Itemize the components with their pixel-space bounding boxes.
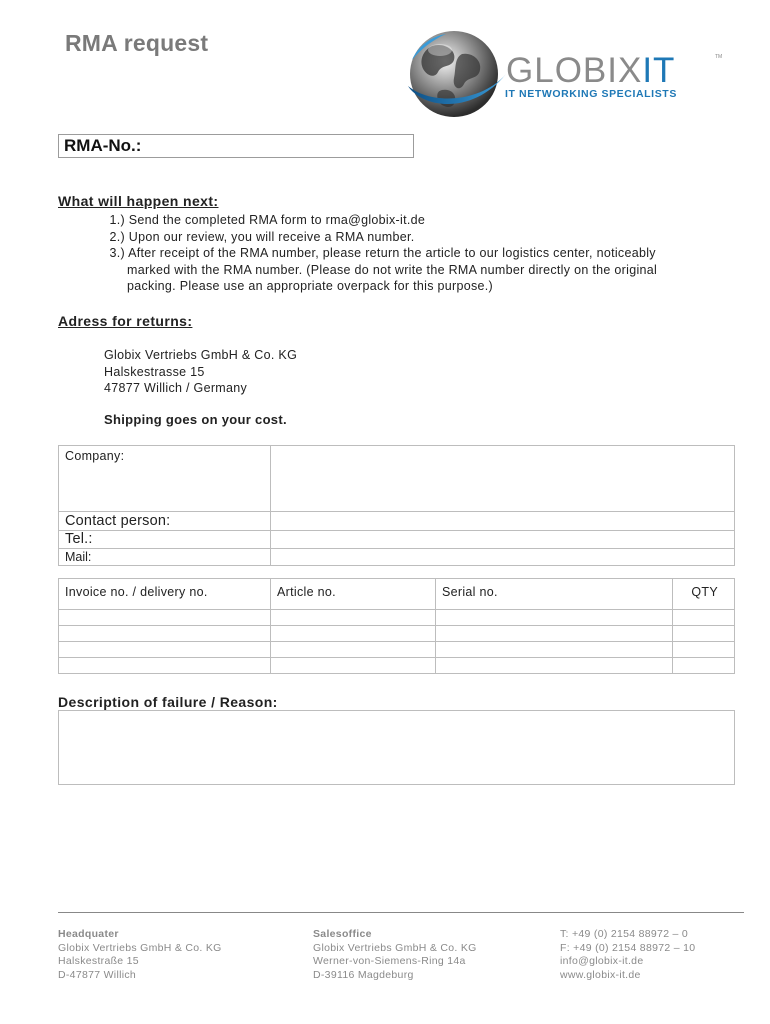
list-item: 2.) Upon our review, you will receive a RMA number. (109, 229, 415, 244)
footer-hq-line: D-47877 Willich (58, 968, 137, 981)
trademark-mark: TM (715, 54, 723, 60)
brand-tagline: IT NETWORKING SPECIALISTS (505, 88, 677, 100)
company-label: Company: (65, 449, 125, 463)
tel-label-cell (59, 531, 271, 549)
header-article: Article no. (277, 585, 336, 599)
footer-sales-heading: Salesoffice (313, 928, 372, 940)
returns-heading: Adress for returns: (58, 313, 193, 329)
contact-person-input[interactable] (271, 512, 735, 531)
footer-hq-heading: Headquater (58, 928, 119, 940)
mail-label: Mail: (65, 550, 92, 564)
tel-input[interactable] (271, 531, 735, 549)
table-header-row (59, 579, 735, 610)
footer-fax: F: +49 (0) 2154 88972 – 10 (560, 941, 696, 954)
footer-hq-line: Halskestraße 15 (58, 955, 139, 967)
list-item-continuation: packing. Please use an appropriate overpack for this purpose.) (127, 279, 494, 293)
address-line: Halskestrasse 15 (104, 364, 205, 379)
brand-main: GLOBIX (506, 51, 643, 90)
contact-person-label-cell (59, 512, 271, 531)
description-textarea[interactable] (58, 710, 735, 785)
list-item-continuation: marked with the RMA number. (Please do not write the RMA number directly on the original (127, 262, 658, 277)
table-row (59, 642, 735, 658)
mail-input[interactable] (271, 549, 735, 566)
next-steps-heading: What will happen next: (58, 193, 219, 209)
items-table (58, 578, 735, 674)
header-qty: QTY (691, 585, 718, 599)
next-steps-list (101, 212, 721, 295)
tel-label: Tel.: (65, 531, 93, 547)
table-row (59, 610, 735, 626)
company-label-cell (59, 446, 271, 512)
returns-address (104, 347, 297, 397)
address-line: Globix Vertriebs GmbH & Co. KG (104, 348, 298, 362)
footer-hq-line: Globix Vertriebs GmbH & Co. KG (58, 941, 222, 954)
footer-email-link[interactable]: info@globix-it.de (560, 955, 644, 967)
page-title: RMA request (65, 30, 209, 56)
footer-sales-line: D-39116 Magdeburg (313, 968, 414, 981)
table-row (59, 658, 735, 674)
footer-sales-line: Globix Vertriebs GmbH & Co. KG (313, 941, 477, 954)
list-item: 3.) After receipt of the RMA number, please return the article to our logistics center, noticeably (109, 246, 656, 260)
footer-contact (560, 928, 695, 982)
brand-accent: IT (642, 51, 676, 90)
company-input[interactable] (271, 446, 735, 512)
table-row (59, 626, 735, 642)
contact-form (58, 445, 735, 566)
address-line: 47877 Willich / Germany (104, 381, 248, 395)
globe-icon (402, 24, 512, 124)
footer-divider (58, 912, 744, 913)
footer-sales-line: Werner-von-Siemens-Ring 14a (313, 955, 466, 967)
footer-salesoffice (313, 928, 477, 982)
shipping-note: Shipping goes on your cost. (104, 412, 287, 427)
brand-wordmark (506, 53, 675, 88)
description-heading: Description of failure / Reason: (58, 694, 278, 710)
list-item: 1.) Send the completed RMA form to rma@globix-it.de (109, 213, 426, 227)
mail-label-cell (59, 549, 271, 566)
header-serial: Serial no. (442, 585, 498, 599)
footer-website-link[interactable]: www.globix-it.de (560, 968, 641, 981)
footer-headquarter (58, 928, 222, 982)
contact-person-label: Contact person: (65, 513, 171, 529)
rma-number-label: RMA-No.: (64, 136, 142, 155)
footer-phone: T: +49 (0) 2154 88972 – 0 (560, 928, 689, 940)
header-invoice: Invoice no. / delivery no. (65, 585, 208, 599)
